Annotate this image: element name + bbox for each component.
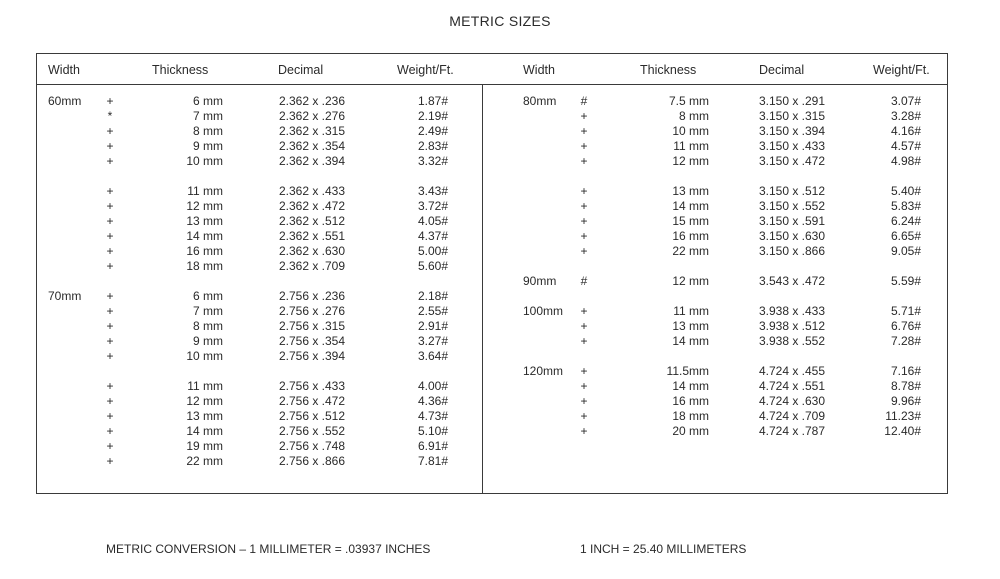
right-cell-thickness: 18 mm bbox=[672, 409, 709, 423]
left-cell-weight: 3.72# bbox=[417, 199, 448, 213]
left-cell-mark: + bbox=[106, 124, 114, 138]
left-cell-mark: + bbox=[106, 394, 114, 408]
left-cell-weight: 2.83# bbox=[417, 139, 448, 153]
left-cell-decimal: 2.756 x .276 bbox=[278, 304, 346, 318]
right-cell-decimal: 3.543 x .472 bbox=[758, 274, 826, 288]
left-cell-thickness: 19 mm bbox=[186, 439, 223, 453]
right-cell-mark: + bbox=[580, 154, 588, 168]
right-cell-decimal: 4.724 x .787 bbox=[758, 424, 826, 438]
left-cell-thickness: 7 mm bbox=[193, 109, 223, 123]
right-cell-decimal: 3.150 x .630 bbox=[758, 229, 826, 243]
left-cell-weight: 3.27# bbox=[417, 334, 448, 348]
left-cell-decimal: 2.362 x .276 bbox=[278, 109, 346, 123]
left-cell-decimal: 2.756 x .866 bbox=[278, 454, 346, 468]
left-cell-weight: 1.87# bbox=[417, 94, 448, 108]
right-cell-weight: 7.16# bbox=[890, 364, 921, 378]
right-cell-mark: + bbox=[580, 109, 588, 123]
right-cell-decimal: 3.150 x .866 bbox=[758, 244, 826, 258]
right-cell-weight: 4.57# bbox=[890, 139, 921, 153]
left-header-decimal: Decimal bbox=[278, 63, 324, 77]
right-cell-thickness: 13 mm bbox=[672, 184, 709, 198]
left-cell-thickness: 13 mm bbox=[186, 409, 223, 423]
left-cell-thickness: 13 mm bbox=[186, 214, 223, 228]
left-cell-mark: + bbox=[106, 439, 114, 453]
right-cell-mark: + bbox=[580, 184, 588, 198]
table-row bbox=[37, 259, 947, 274]
table-row bbox=[37, 424, 947, 439]
left-cell-decimal: 2.756 x .433 bbox=[278, 379, 346, 393]
left-header-weight: Weight/Ft. bbox=[397, 63, 454, 77]
right-cell-weight: 5.40# bbox=[890, 184, 921, 198]
left-cell-decimal: 2.362 x .354 bbox=[278, 139, 346, 153]
left-cell-mark: * bbox=[107, 109, 113, 123]
table-row bbox=[37, 94, 947, 109]
conversion-mm-note: METRIC CONVERSION – 1 MILLIMETER = .03937 INCHES bbox=[106, 542, 431, 556]
table-row bbox=[37, 394, 947, 409]
left-cell-decimal: 2.362 x .551 bbox=[278, 229, 346, 243]
table-row bbox=[37, 184, 947, 199]
table-row bbox=[37, 304, 947, 319]
right-cell-decimal: 3.150 x .291 bbox=[758, 94, 826, 108]
right-cell-mark: + bbox=[580, 424, 588, 438]
right-header-width: Width bbox=[523, 63, 555, 77]
right-cell-decimal: 3.150 x .552 bbox=[758, 199, 826, 213]
right-cell-width: 120mm bbox=[523, 364, 564, 378]
header-divider bbox=[37, 84, 947, 85]
left-cell-decimal: 2.362 x .433 bbox=[278, 184, 346, 198]
left-cell-decimal: 2.756 x .512 bbox=[278, 409, 346, 423]
left-cell-thickness: 6 mm bbox=[193, 289, 223, 303]
right-cell-weight: 6.65# bbox=[890, 229, 921, 243]
left-cell-decimal: 2.756 x .315 bbox=[278, 319, 346, 333]
right-cell-mark: + bbox=[580, 379, 588, 393]
left-cell-mark: + bbox=[106, 94, 114, 108]
right-cell-mark: + bbox=[580, 124, 588, 138]
left-header-thickness: Thickness bbox=[152, 63, 209, 77]
left-cell-decimal: 2.362 x .315 bbox=[278, 124, 346, 138]
left-cell-thickness: 22 mm bbox=[186, 454, 223, 468]
right-cell-weight: 11.23# bbox=[885, 409, 921, 423]
left-cell-width: 70mm bbox=[48, 289, 82, 303]
right-cell-mark: + bbox=[580, 199, 588, 213]
right-cell-decimal: 3.938 x .552 bbox=[758, 334, 826, 348]
table-row bbox=[37, 409, 947, 424]
left-cell-thickness: 8 mm bbox=[193, 319, 223, 333]
right-cell-weight: 5.59# bbox=[890, 274, 921, 288]
right-cell-weight: 9.05# bbox=[890, 244, 921, 258]
left-cell-weight: 5.60# bbox=[417, 259, 448, 273]
right-cell-decimal: 4.724 x .630 bbox=[758, 394, 826, 408]
right-cell-thickness: 16 mm bbox=[672, 229, 709, 243]
right-cell-mark: + bbox=[580, 229, 588, 243]
right-cell-weight: 5.71# bbox=[890, 304, 921, 318]
right-cell-weight: 12.40# bbox=[884, 424, 921, 438]
left-cell-weight: 7.81# bbox=[417, 454, 448, 468]
right-cell-thickness: 12 mm bbox=[672, 274, 709, 288]
left-cell-weight: 4.73# bbox=[417, 409, 448, 423]
table-row bbox=[37, 244, 947, 259]
table-row bbox=[37, 289, 947, 304]
left-cell-mark: + bbox=[106, 424, 114, 438]
left-cell-weight: 4.05# bbox=[417, 214, 448, 228]
left-cell-thickness: 7 mm bbox=[193, 304, 223, 318]
right-cell-mark: # bbox=[580, 274, 588, 288]
right-cell-decimal: 3.150 x .433 bbox=[758, 139, 826, 153]
left-cell-width: 60mm bbox=[48, 94, 82, 108]
conversion-inch-note: 1 INCH = 25.40 MILLIMETERS bbox=[580, 542, 747, 556]
right-cell-thickness: 16 mm bbox=[672, 394, 709, 408]
left-cell-mark: + bbox=[106, 349, 114, 363]
left-cell-weight: 3.64# bbox=[417, 349, 448, 363]
left-cell-weight: 2.91# bbox=[417, 319, 448, 333]
left-cell-thickness: 14 mm bbox=[186, 424, 223, 438]
right-cell-decimal: 3.150 x .512 bbox=[758, 184, 826, 198]
right-cell-decimal: 3.150 x .472 bbox=[758, 154, 826, 168]
left-cell-weight: 6.91# bbox=[417, 439, 448, 453]
left-cell-decimal: 2.362 x .709 bbox=[278, 259, 346, 273]
left-cell-thickness: 9 mm bbox=[193, 139, 223, 153]
left-cell-weight: 5.10# bbox=[417, 424, 448, 438]
table-row bbox=[37, 109, 947, 124]
right-cell-thickness: 14 mm bbox=[672, 379, 709, 393]
left-cell-decimal: 2.756 x .236 bbox=[278, 289, 346, 303]
right-cell-decimal: 3.150 x .394 bbox=[758, 124, 826, 138]
left-cell-weight: 4.36# bbox=[417, 394, 448, 408]
left-cell-mark: + bbox=[106, 409, 114, 423]
right-cell-width: 100mm bbox=[523, 304, 564, 318]
sizes-table bbox=[36, 53, 948, 494]
right-cell-mark: + bbox=[580, 319, 588, 333]
left-cell-decimal: 2.756 x .748 bbox=[278, 439, 346, 453]
left-cell-mark: + bbox=[106, 379, 114, 393]
left-cell-mark: + bbox=[106, 289, 114, 303]
right-cell-thickness: 11 mm bbox=[673, 139, 709, 153]
right-header-weight: Weight/Ft. bbox=[873, 63, 930, 77]
left-cell-mark: + bbox=[106, 229, 114, 243]
right-cell-weight: 4.98# bbox=[890, 154, 921, 168]
right-cell-thickness: 15 mm bbox=[672, 214, 709, 228]
left-cell-weight: 2.55# bbox=[417, 304, 448, 318]
right-cell-mark: + bbox=[580, 244, 588, 258]
right-header-decimal: Decimal bbox=[759, 63, 805, 77]
right-cell-mark: + bbox=[580, 394, 588, 408]
table-row bbox=[37, 439, 947, 454]
right-cell-weight: 3.07# bbox=[890, 94, 921, 108]
left-cell-thickness: 10 mm bbox=[186, 349, 223, 363]
left-cell-decimal: 2.756 x .354 bbox=[278, 334, 346, 348]
left-cell-thickness: 9 mm bbox=[193, 334, 223, 348]
right-cell-thickness: 14 mm bbox=[672, 334, 709, 348]
right-cell-mark: + bbox=[580, 214, 588, 228]
left-cell-mark: + bbox=[106, 454, 114, 468]
right-cell-thickness: 11 mm bbox=[673, 304, 709, 318]
left-cell-mark: + bbox=[106, 304, 114, 318]
right-cell-width: 80mm bbox=[523, 94, 557, 108]
right-cell-mark: # bbox=[580, 94, 588, 108]
right-cell-decimal: 4.724 x .551 bbox=[758, 379, 826, 393]
left-cell-mark: + bbox=[106, 319, 114, 333]
table-row bbox=[37, 214, 947, 229]
table-row bbox=[37, 229, 947, 244]
left-cell-thickness: 8 mm bbox=[193, 124, 223, 138]
table-row bbox=[37, 154, 947, 169]
left-cell-weight: 3.43# bbox=[417, 184, 448, 198]
right-cell-weight: 3.28# bbox=[890, 109, 921, 123]
table-row bbox=[37, 349, 947, 364]
left-cell-decimal: 2.756 x .472 bbox=[278, 394, 346, 408]
left-cell-weight: 2.18# bbox=[417, 289, 448, 303]
table-row bbox=[37, 274, 947, 289]
right-cell-mark: + bbox=[580, 304, 588, 318]
left-cell-decimal: 2.362 x .394 bbox=[278, 154, 346, 168]
right-cell-thickness: 8 mm bbox=[679, 109, 709, 123]
right-cell-thickness: 20 mm bbox=[672, 424, 709, 438]
right-cell-decimal: 4.724 x .455 bbox=[758, 364, 826, 378]
left-cell-mark: + bbox=[106, 259, 114, 273]
left-cell-mark: + bbox=[106, 199, 114, 213]
left-cell-mark: + bbox=[106, 139, 114, 153]
left-cell-decimal: 2.756 x .394 bbox=[278, 349, 346, 363]
left-cell-mark: + bbox=[106, 214, 114, 228]
left-cell-decimal: 2.756 x .552 bbox=[278, 424, 346, 438]
left-cell-thickness: 11 mm bbox=[187, 184, 223, 198]
right-cell-thickness: 13 mm bbox=[672, 319, 709, 333]
right-cell-thickness: 14 mm bbox=[672, 199, 709, 213]
right-cell-weight: 4.16# bbox=[890, 124, 921, 138]
right-cell-decimal: 3.938 x .433 bbox=[758, 304, 826, 318]
right-cell-decimal: 4.724 x .709 bbox=[758, 409, 826, 423]
table-row bbox=[37, 334, 947, 349]
right-cell-weight: 8.78# bbox=[890, 379, 921, 393]
table-row bbox=[37, 454, 947, 469]
right-header-thickness: Thickness bbox=[640, 63, 697, 77]
right-cell-thickness: 7.5 mm bbox=[668, 94, 709, 108]
table-row bbox=[37, 379, 947, 394]
left-cell-thickness: 12 mm bbox=[186, 199, 223, 213]
right-cell-width: 90mm bbox=[523, 274, 557, 288]
right-cell-decimal: 3.150 x .591 bbox=[758, 214, 826, 228]
right-cell-mark: + bbox=[580, 139, 588, 153]
right-cell-decimal: 3.150 x .315 bbox=[758, 109, 826, 123]
left-cell-weight: 2.19# bbox=[417, 109, 448, 123]
left-cell-thickness: 16 mm bbox=[186, 244, 223, 258]
left-cell-mark: + bbox=[106, 244, 114, 258]
right-cell-thickness: 11.5mm bbox=[666, 364, 709, 378]
left-cell-weight: 5.00# bbox=[417, 244, 448, 258]
right-cell-mark: + bbox=[580, 409, 588, 423]
left-cell-thickness: 11 mm bbox=[187, 379, 223, 393]
right-cell-weight: 9.96# bbox=[890, 394, 921, 408]
left-cell-weight: 3.32# bbox=[417, 154, 448, 168]
page-title: METRIC SIZES bbox=[449, 13, 551, 29]
table-row bbox=[37, 139, 947, 154]
right-cell-decimal: 3.938 x .512 bbox=[758, 319, 826, 333]
right-cell-weight: 6.76# bbox=[890, 319, 921, 333]
left-cell-weight: 4.00# bbox=[417, 379, 448, 393]
left-cell-thickness: 12 mm bbox=[186, 394, 223, 408]
left-cell-mark: + bbox=[106, 334, 114, 348]
left-cell-mark: + bbox=[106, 184, 114, 198]
left-cell-thickness: 18 mm bbox=[186, 259, 223, 273]
table-row bbox=[37, 319, 947, 334]
left-cell-decimal: 2.362 x .630 bbox=[278, 244, 346, 258]
right-cell-thickness: 22 mm bbox=[672, 244, 709, 258]
left-cell-thickness: 10 mm bbox=[186, 154, 223, 168]
right-cell-weight: 5.83# bbox=[890, 199, 921, 213]
left-cell-weight: 2.49# bbox=[417, 124, 448, 138]
right-cell-mark: + bbox=[580, 364, 588, 378]
left-cell-thickness: 14 mm bbox=[186, 229, 223, 243]
left-cell-decimal: 2.362 x .512 bbox=[278, 214, 346, 228]
right-cell-mark: + bbox=[580, 334, 588, 348]
left-header-width: Width bbox=[48, 63, 80, 77]
table-row bbox=[37, 124, 947, 139]
left-cell-thickness: 6 mm bbox=[193, 94, 223, 108]
right-cell-thickness: 12 mm bbox=[672, 154, 709, 168]
table-row bbox=[37, 364, 947, 379]
right-cell-weight: 6.24# bbox=[890, 214, 921, 228]
right-cell-weight: 7.28# bbox=[890, 334, 921, 348]
left-cell-decimal: 2.362 x .236 bbox=[278, 94, 346, 108]
right-cell-thickness: 10 mm bbox=[672, 124, 709, 138]
left-cell-weight: 4.37# bbox=[417, 229, 448, 243]
left-cell-decimal: 2.362 x .472 bbox=[278, 199, 346, 213]
left-cell-mark: + bbox=[106, 154, 114, 168]
table-row bbox=[37, 199, 947, 214]
